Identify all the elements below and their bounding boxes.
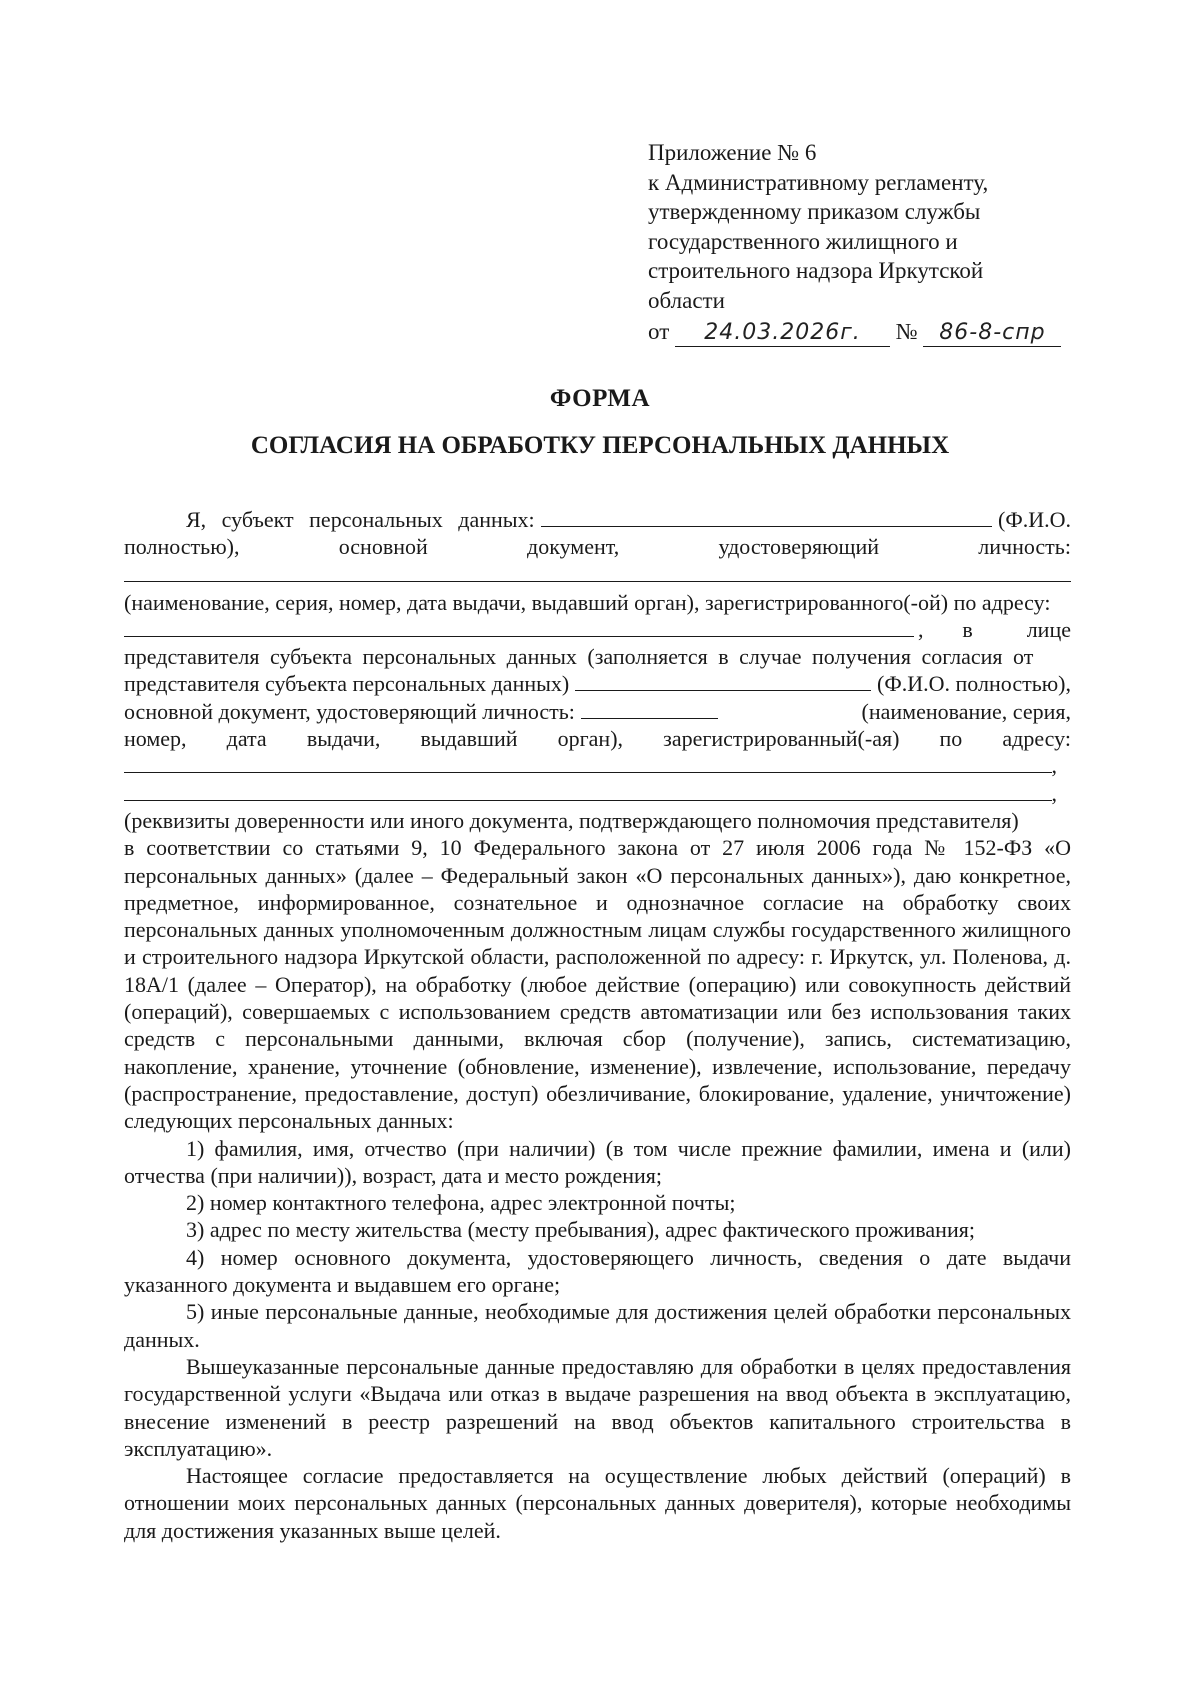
appendix-line-4: государственного жилищного и — [648, 228, 958, 254]
representative-document-label: основной документ, удостоверяющий личность: — [124, 698, 575, 724]
handwritten-date: 24.03.2026г. — [675, 320, 890, 347]
word: выдавший — [420, 726, 518, 752]
form-row-attorney-hint — [124, 807, 1071, 834]
list-item: 3) адрес по месту жительства (месту пребывания), адрес фактического проживания; — [186, 1217, 975, 1243]
word: основной — [338, 534, 428, 560]
document-hint: (наименование, серия, номер, дата выдачи, выдавший орган), зарегистрированного(-ой) по адресу: — [124, 589, 1051, 615]
word: зарегистрированный(-ая) — [663, 726, 900, 752]
word: номер, — [124, 726, 187, 752]
list-item: 5) иные персональные данные, необходимые для достижения целей обработки персональных данных. — [124, 1299, 1071, 1352]
appendix-header — [648, 138, 1068, 347]
appendix-line-2: к Административному регламенту, — [648, 169, 989, 195]
address-blank[interactable] — [124, 618, 914, 637]
subject-label: Я, субъект персональных данных: — [186, 507, 535, 532]
appendix-line-1: Приложение № 6 — [648, 140, 817, 165]
form-row-document-hint — [124, 589, 1071, 616]
word: личность: — [978, 534, 1071, 560]
subject-name-blank[interactable] — [541, 508, 992, 527]
representative-name-blank[interactable] — [575, 672, 871, 691]
identity-document-blank[interactable] — [124, 561, 1071, 582]
power-of-attorney-blank[interactable] — [124, 782, 1052, 801]
scope-paragraph: Настоящее согласие предоставляется на осуществление любых действий (операций) в отношении моих персональных данных (персональных данных доверителя), которые необходимы для достижения указанных выше целей. — [124, 1463, 1071, 1543]
representative-address-blank[interactable] — [124, 754, 1052, 773]
word: дата — [226, 726, 267, 752]
comma: , — [1051, 753, 1057, 779]
representative-label: представителя субъекта персональных данных) — [124, 671, 570, 697]
handwritten-number: 86-8-спр — [923, 320, 1061, 347]
word: орган), — [557, 726, 624, 752]
word: полностью), — [124, 534, 240, 560]
form-row-subject — [124, 506, 1071, 533]
list-item: 2) номер контактного телефона, адрес электронной почты; — [186, 1190, 736, 1216]
list-item: 1) фамилия, имя, отчество (при наличии) (в том числе прежние фамилии, имена и (или) отчества (при наличии)), возраст, дата и место рождения; — [124, 1135, 1071, 1188]
form-row-representative-document — [124, 698, 1071, 725]
purpose-paragraph: Вышеуказанные персональные данные предоставляю для обработки в целях предоставления государственной услуги «Выдача или отказ в выдаче разрешения на ввод объекта в эксплуатацию, внесение изменений в реестр разрешений на ввод объектов капитального строительства в эксплуатацию». — [124, 1353, 1071, 1461]
form-row-representative-address — [124, 725, 1071, 752]
representative-text: представителя субъекта персональных данных (заполняется в случае получения согласия от — [124, 644, 1034, 670]
word: по — [939, 726, 963, 752]
word: лице — [1026, 616, 1071, 642]
attorney-hint: (реквизиты доверенности или иного документа, подтверждающего полномочия представителя) — [124, 807, 1019, 833]
form-subtitle: СОГЛАСИЯ НА ОБРАБОТКУ ПЕРСОНАЛЬНЫХ ДАННЫХ — [250, 432, 950, 459]
consent-main-paragraph: в соответствии со статьями 9, 10 Федерального закона от 27 июля 2006 года № 152-ФЗ «О персональных данных» (далее – Федеральный закон «О персональных данных»), даю конкретное, предметное, информированное, сознательное и однозначное согласие на обработку своих персональных данных уполномоченным должностным лицам службы государственного жилищного и строительного надзора Иркутской области, расположенной по адресу: г. Иркутск, ул. Поленова, д. 18А/1 (далее – Оператор), на обработку (любое действие (операцию) или совокупность действий (операций), совершаемых с использованием средств автоматизации или без использования таких средств с персональными данными, включая сбор (получение), запись, систематизацию, накопление, хранение, уточнение (обновление, изменение), извлечение, использование, передачу (распространение, предоставление, доступ) обезличивание, блокирование, удаление, уничтожение) следующих персональных данных: — [124, 835, 1071, 1134]
word: выдачи, — [306, 726, 381, 752]
representative-document-blank[interactable] — [581, 700, 718, 719]
form-title: ФОРМА — [549, 385, 651, 412]
word: удостоверяющий — [718, 534, 880, 560]
document-hint-2: (наименование, серия, — [861, 698, 1071, 724]
form-row-representative-name — [124, 670, 1071, 697]
comma: , — [918, 616, 924, 642]
form-row-document — [124, 533, 1071, 560]
appendix-line-3: утвержденному приказом службы — [648, 199, 981, 224]
word: в — [962, 616, 973, 642]
fio-hint: (Ф.И.О. — [998, 507, 1071, 532]
form-row-address — [124, 616, 1071, 643]
form-row-representative — [124, 643, 1071, 670]
appendix-date-number-line — [648, 317, 1068, 347]
word: адресу: — [1002, 726, 1071, 752]
list-item: 4) номер основного документа, удостоверяющего личность, сведения о дате выдачи указанного документа и выдавшем его органе; — [124, 1244, 1071, 1298]
word: документ, — [527, 534, 620, 560]
comma: , — [1051, 780, 1057, 806]
appendix-line-5: строительного надзора Иркутской — [648, 258, 984, 283]
representative-address-blank-row — [124, 752, 1071, 779]
appendix-line-6: области — [648, 287, 725, 313]
date-prefix: от — [648, 319, 670, 344]
number-prefix: № — [895, 319, 918, 344]
fio-hint-2: (Ф.И.О. полностью), — [877, 671, 1071, 697]
power-of-attorney-blank-row — [124, 780, 1071, 807]
document-body — [124, 506, 1071, 1544]
